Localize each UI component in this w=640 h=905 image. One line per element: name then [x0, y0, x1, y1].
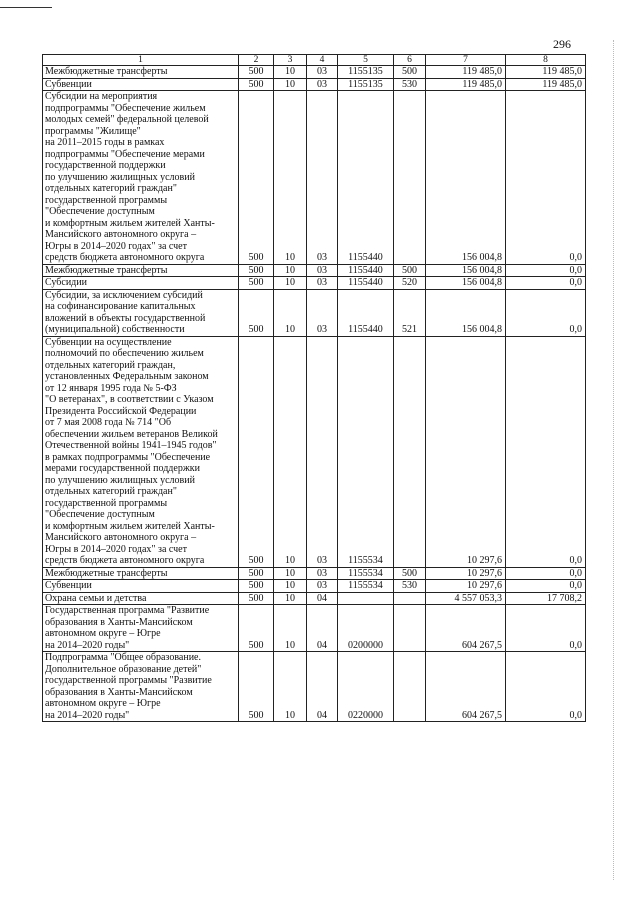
code-section: 10 [274, 580, 307, 593]
column-header: 1 [43, 55, 239, 66]
code-target: 1155440 [338, 277, 394, 290]
code-section: 10 [274, 289, 307, 336]
code-section: 10 [274, 277, 307, 290]
code-section: 10 [274, 91, 307, 265]
code-expense-type: 520 [394, 277, 426, 290]
table-row [43, 277, 586, 290]
table-row [43, 336, 586, 567]
code-ministry: 500 [239, 277, 274, 290]
amount-col7: 604 267,5 [426, 652, 506, 722]
row-name: Межбюджетные трансферты [43, 567, 239, 580]
code-target: 1155135 [338, 66, 394, 79]
code-subsection: 03 [307, 78, 338, 91]
code-section: 10 [274, 264, 307, 277]
code-subsection: 04 [307, 652, 338, 722]
code-ministry: 500 [239, 567, 274, 580]
row-name: Субвенции [43, 78, 239, 91]
row-name: Субсидии [43, 277, 239, 290]
code-section: 10 [274, 592, 307, 605]
code-section: 10 [274, 567, 307, 580]
table-header-row [43, 55, 586, 66]
amount-col7: 156 004,8 [426, 91, 506, 265]
table-row [43, 605, 586, 652]
amount-col8: 0,0 [506, 652, 586, 722]
table-row [43, 66, 586, 79]
code-expense-type [394, 605, 426, 652]
code-ministry: 500 [239, 66, 274, 79]
amount-col7: 156 004,8 [426, 289, 506, 336]
code-ministry: 500 [239, 605, 274, 652]
code-expense-type: 500 [394, 567, 426, 580]
code-ministry: 500 [239, 580, 274, 593]
code-subsection: 04 [307, 605, 338, 652]
code-ministry: 500 [239, 289, 274, 336]
row-name: Межбюджетные трансферты [43, 66, 239, 79]
code-ministry: 500 [239, 592, 274, 605]
code-section: 10 [274, 78, 307, 91]
row-name: Охрана семьи и детства [43, 592, 239, 605]
code-expense-type [394, 336, 426, 567]
code-subsection: 03 [307, 91, 338, 265]
row-name: Субвенции на осуществление полномочий по обеспечению жильем отдельных категорий граждан, установленных Федеральным законом от 12 января 1995 года № 5-ФЗ "О ветеранах", в соответствии с Указом Президента Российской Федерации от 7 мая 2008 года № 714 "Об обеспечении жильем ветеранов Великой Отечественной войны 1941–1945 годов" в рамках подпрограммы "Обеспечение мерами государственной поддержки по улучшению жилищных условий отдельных категорий граждан" государственной программы "Обеспечение доступным и комфортным жильем жителей Ханты- Мансийского автономного округа – Югры в 2014–2020 годах" за счет средств бюджета автономного округа [43, 336, 239, 567]
table-row [43, 264, 586, 277]
code-subsection: 03 [307, 264, 338, 277]
amount-col8: 119 485,0 [506, 78, 586, 91]
top-rule [0, 7, 52, 8]
page-number: 296 [553, 37, 571, 51]
code-target: 0200000 [338, 605, 394, 652]
column-header: 3 [274, 55, 307, 66]
amount-col8: 0,0 [506, 277, 586, 290]
amount-col7: 604 267,5 [426, 605, 506, 652]
amount-col8: 0,0 [506, 580, 586, 593]
column-header: 6 [394, 55, 426, 66]
table-row [43, 78, 586, 91]
column-header: 5 [338, 55, 394, 66]
row-name: Подпрограмма "Общее образование. Дополнительное образование детей" государственной программы "Развитие образования в Ханты-Мансийском автономном округе – Югре на 2014–2020 годы" [43, 652, 239, 722]
code-subsection: 03 [307, 277, 338, 290]
table-row [43, 652, 586, 722]
amount-col7: 119 485,0 [426, 78, 506, 91]
amount-col8: 0,0 [506, 91, 586, 265]
amount-col8: 0,0 [506, 605, 586, 652]
amount-col7: 156 004,8 [426, 264, 506, 277]
code-subsection: 03 [307, 336, 338, 567]
column-header: 8 [506, 55, 586, 66]
code-expense-type [394, 652, 426, 722]
column-header: 2 [239, 55, 274, 66]
amount-col8: 0,0 [506, 336, 586, 567]
amount-col7: 10 297,6 [426, 336, 506, 567]
scan-edge [613, 40, 615, 880]
amount-col8: 119 485,0 [506, 66, 586, 79]
row-name: Межбюджетные трансферты [43, 264, 239, 277]
code-expense-type: 500 [394, 264, 426, 277]
code-expense-type: 530 [394, 78, 426, 91]
amount-col8: 17 708,2 [506, 592, 586, 605]
code-ministry: 500 [239, 652, 274, 722]
amount-col7: 10 297,6 [426, 567, 506, 580]
code-target: 1155135 [338, 78, 394, 91]
code-target: 1155534 [338, 580, 394, 593]
code-target: 1155534 [338, 336, 394, 567]
code-target: 1155440 [338, 91, 394, 265]
amount-col7: 119 485,0 [426, 66, 506, 79]
amount-col8: 0,0 [506, 264, 586, 277]
amount-col8: 0,0 [506, 567, 586, 580]
row-name: Субсидии на мероприятия подпрограммы "Обеспечение жильем молодых семей" федеральной целевой программы "Жилище" на 2011–2015 годы в рамках подпрограммы "Обеспечение мерами государственной поддержки по улучшению жилищных условий отдельных категорий граждан" государственной программы "Обеспечение доступным и комфортным жильем жителей Ханты- Мансийского автономного округа – Югры в 2014–2020 годах" за счет средств бюджета автономного округа [43, 91, 239, 265]
code-section: 10 [274, 605, 307, 652]
code-target: 1155534 [338, 567, 394, 580]
table-row [43, 91, 586, 265]
table-row [43, 289, 586, 336]
code-expense-type: 500 [394, 66, 426, 79]
code-target [338, 592, 394, 605]
code-ministry: 500 [239, 264, 274, 277]
row-name: Государственная программа "Развитие образования в Ханты-Мансийском автономном округе – Югре на 2014–2020 годы" [43, 605, 239, 652]
table-row [43, 580, 586, 593]
column-header: 7 [426, 55, 506, 66]
table-row [43, 567, 586, 580]
table-row [43, 592, 586, 605]
code-expense-type: 530 [394, 580, 426, 593]
code-ministry: 500 [239, 336, 274, 567]
code-target: 1155440 [338, 289, 394, 336]
code-expense-type [394, 592, 426, 605]
code-expense-type [394, 91, 426, 265]
code-ministry: 500 [239, 78, 274, 91]
code-section: 10 [274, 652, 307, 722]
code-target: 0220000 [338, 652, 394, 722]
code-ministry: 500 [239, 91, 274, 265]
amount-col7: 156 004,8 [426, 277, 506, 290]
code-subsection: 03 [307, 66, 338, 79]
amount-col7: 10 297,6 [426, 580, 506, 593]
code-target: 1155440 [338, 264, 394, 277]
row-name: Субсидии, за исключением субсидий на софинансирование капитальных вложений в объекты государственной (муниципальной) собственности [43, 289, 239, 336]
code-expense-type: 521 [394, 289, 426, 336]
row-name: Субвенции [43, 580, 239, 593]
code-section: 10 [274, 66, 307, 79]
code-section: 10 [274, 336, 307, 567]
code-subsection: 03 [307, 567, 338, 580]
amount-col8: 0,0 [506, 289, 586, 336]
code-subsection: 03 [307, 289, 338, 336]
code-subsection: 03 [307, 580, 338, 593]
budget-table [42, 54, 586, 722]
code-subsection: 04 [307, 592, 338, 605]
amount-col7: 4 557 053,3 [426, 592, 506, 605]
column-header: 4 [307, 55, 338, 66]
